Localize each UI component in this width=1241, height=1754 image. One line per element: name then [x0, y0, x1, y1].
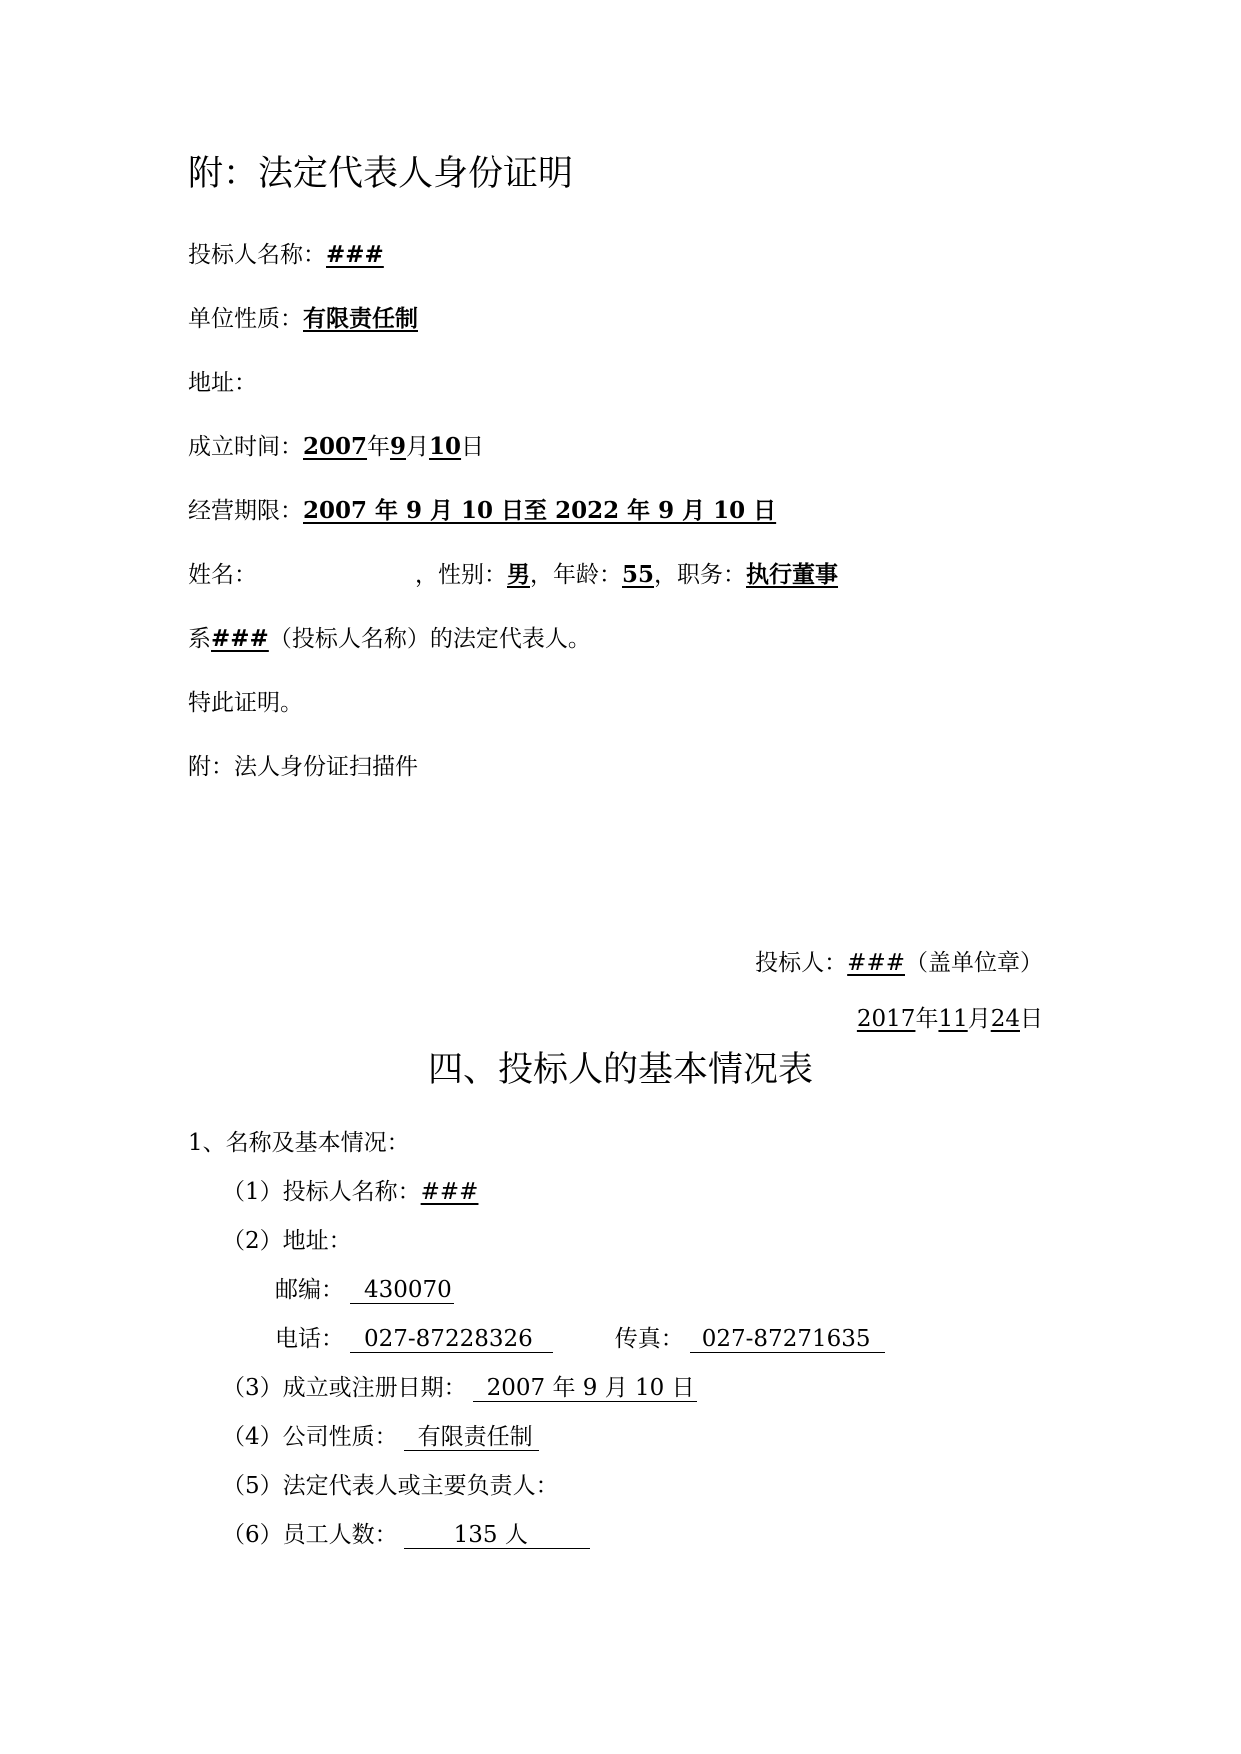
- phone-label: 电话：: [275, 1326, 344, 1352]
- postcode-line: [275, 1275, 454, 1305]
- founded-day-unit: 日: [461, 434, 485, 460]
- item-4: [222, 1422, 539, 1452]
- item-4-label: （4）公司性质：: [222, 1424, 398, 1450]
- certificate-title: 附：法定代表人身份证明: [188, 154, 574, 194]
- postcode-value: 430070: [350, 1277, 454, 1304]
- item-1: [222, 1177, 478, 1207]
- date-day-unit: 日: [1020, 1006, 1043, 1032]
- founded-day: 10: [429, 433, 462, 460]
- date-month-unit: 月: [967, 1006, 991, 1032]
- item-6-label: （6）员工人数：: [222, 1522, 398, 1548]
- phone-value: 027-87228326: [350, 1326, 553, 1353]
- certify-line: 特此证明。: [188, 690, 303, 716]
- item-4-value: 有限责任制: [404, 1424, 539, 1451]
- org-nature-value: 有限责任制: [303, 305, 418, 332]
- rep-value: ###: [211, 625, 269, 652]
- sign-suffix: （盖单位章）: [905, 950, 1043, 976]
- signature-date: [857, 1004, 1043, 1034]
- section-heading: 1、名称及基本情况：: [188, 1130, 410, 1156]
- date-year-unit: 年: [915, 1006, 939, 1032]
- date-month: 11: [938, 1006, 968, 1032]
- duty-value: 执行董事: [746, 561, 839, 588]
- date-year: 2017: [856, 1006, 916, 1032]
- item-6-value: 135 人: [404, 1522, 590, 1549]
- term-label: 经营期限：: [188, 498, 303, 524]
- founded-label: 成立时间：: [188, 434, 303, 460]
- item-5-label: （5）法定代表人或主要负责人：: [222, 1473, 559, 1499]
- sign-label: 投标人：: [755, 950, 848, 976]
- org-nature-line: [188, 304, 418, 334]
- item-6: [222, 1520, 590, 1550]
- gender-label: ，性别：: [415, 562, 507, 588]
- age-value: 55: [622, 561, 655, 588]
- founded-line: [188, 432, 484, 462]
- founded-year-unit: 年: [367, 434, 391, 460]
- representative-line: [188, 624, 591, 654]
- fax-value: 027-87271635: [690, 1326, 885, 1353]
- rep-suffix: （投标人名称）的法定代表人。: [268, 626, 591, 652]
- sign-value: ###: [847, 950, 905, 976]
- item-1-label: （1）投标人名称：: [222, 1179, 421, 1205]
- bidder-name-line: [188, 240, 384, 270]
- person-line: [188, 560, 838, 590]
- date-day: 24: [990, 1006, 1020, 1032]
- org-nature-label: 单位性质：: [188, 306, 303, 332]
- item-2-label: （2）地址：: [222, 1228, 352, 1254]
- phone-fax-line: [275, 1324, 885, 1354]
- term-value: 2007 年 9 月 10 日至 2022 年 9 月 10 日: [303, 497, 777, 524]
- attachment-line: 附：法人身份证扫描件: [188, 754, 418, 780]
- bidder-name-label: 投标人名称：: [188, 242, 326, 268]
- item-2: [222, 1226, 352, 1256]
- term-line: [188, 496, 776, 526]
- gender-value: 男: [507, 561, 530, 588]
- bidder-name-value: ###: [326, 241, 384, 268]
- postcode-label: 邮编：: [275, 1277, 344, 1303]
- founded-month-unit: 月: [406, 434, 430, 460]
- rep-prefix: 系: [188, 626, 211, 652]
- founded-year: 2007: [303, 433, 368, 460]
- item-3-value: 2007 年 9 月 10 日: [473, 1375, 697, 1402]
- duty-label: ，职务：: [654, 562, 747, 588]
- item-5: [222, 1471, 559, 1501]
- founded-month: 9: [390, 433, 407, 460]
- age-label: ，年龄：: [530, 562, 622, 588]
- fax-label: 传真：: [614, 1326, 684, 1352]
- address-label: 地址：: [188, 370, 257, 396]
- address-line: [188, 368, 257, 398]
- signature-line: [755, 948, 1043, 978]
- item-3: [222, 1373, 697, 1403]
- item-3-label: （3）成立或注册日期：: [222, 1375, 467, 1401]
- person-name-label: 姓名：: [188, 562, 257, 588]
- item-1-value: ###: [420, 1179, 479, 1205]
- section-title: 四、投标人的基本情况表: [427, 1050, 813, 1090]
